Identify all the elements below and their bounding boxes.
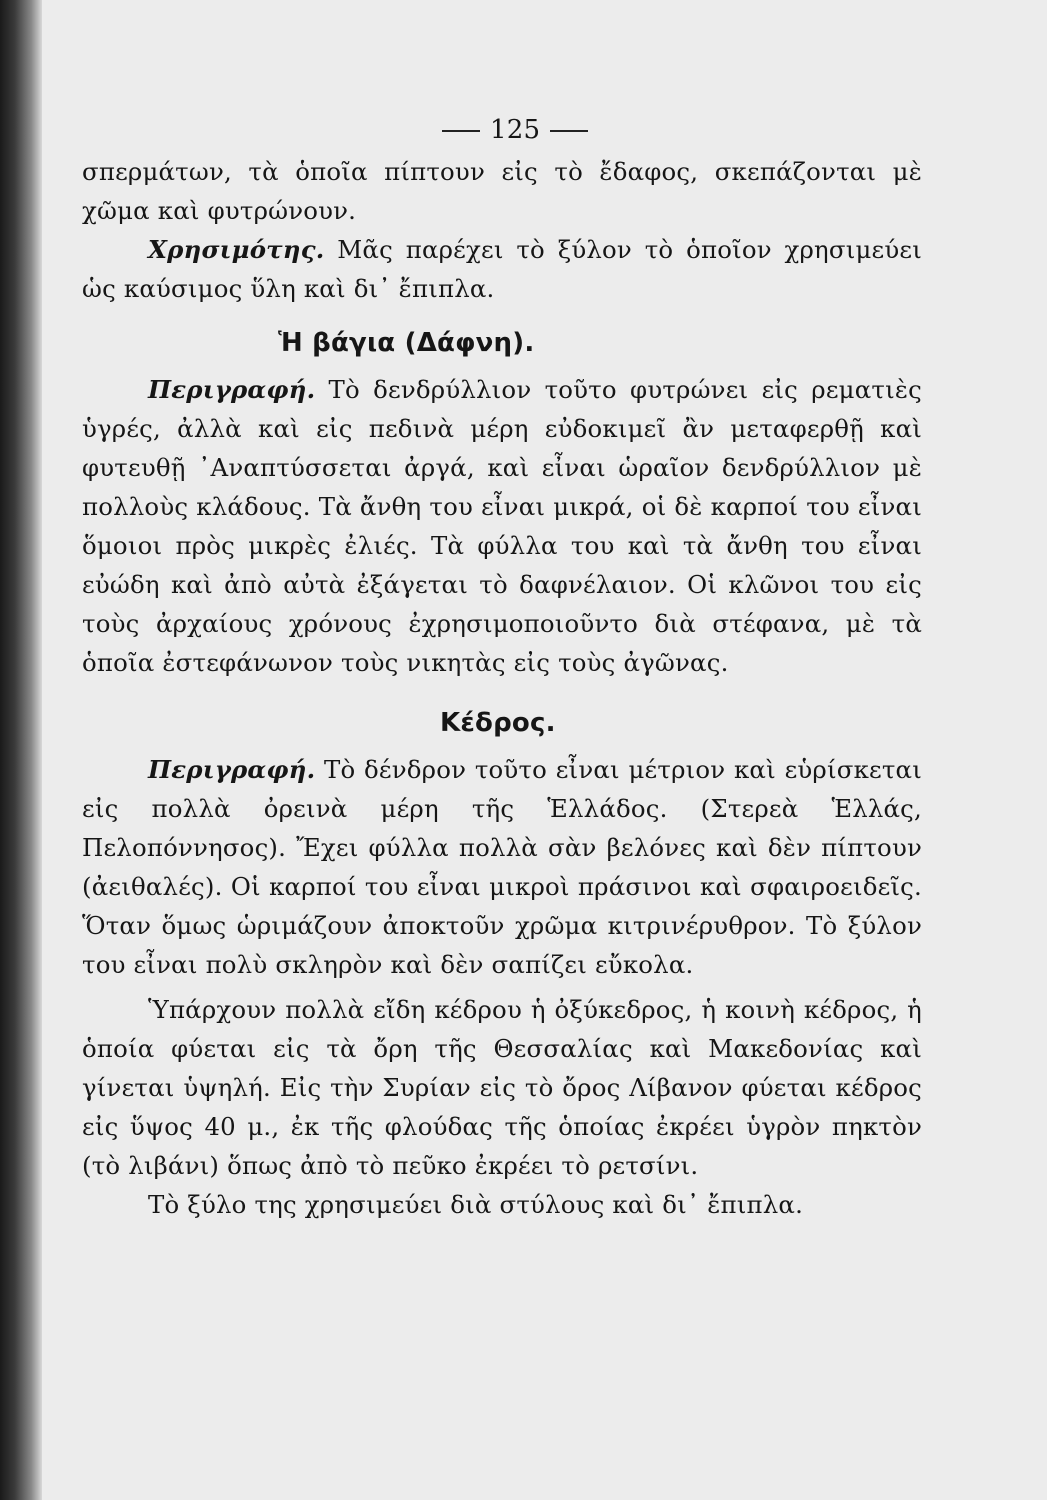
bagia-description-text: Τὸ δενδρύλλιον τοῦτο φυτρώνει εἰς ρεματιὲς ὑγρές, ἀλλὰ καὶ εἰς πεδινὰ μέρη εὐδοκιμεῖ ἂν μεταφερθῇ καὶ φυτευθῇ ᾿Αναπτύσσεται ἀργά, καὶ εἶναι ὡραῖον δενδρύλλιον μὲ πολλοὺς κλάδους. Τὰ ἄνθη του εἶναι μικρά, οἱ δὲ καρποί του εἶναι ὅμοιοι πρὸς μικρὲς ἐλιές. Τὰ φύλλα του καὶ τὰ ἄνθη του εἶναι εὐώδη καὶ ἀπὸ αὐτὰ ἐξάγεται τὸ δαφνέλαιον. Οἱ κλῶνοι του εἰς τοὺς ἀρχαίους χρόνους ἐχρησιμοποιοῦντο διὰ στέφανα, μὲ τὰ ὁποῖα ἐστεφάνωνον τοὺς νικητὰς εἰς τοὺς ἀγῶνας. xyxy=(82,375,922,677)
heading-kedros: Κέδρος. xyxy=(440,708,556,738)
kedros-description-text: Τὸ δένδρον τοῦτο εἶναι μέτριον καὶ εὑρίσκεται εἰς πολλὰ ὀρεινὰ μέρη τῆς Ἑλλάδος. (Στερεὰ Ἑλλάς, Πελοπόννησος). Ἔχει φύλλα πολλὰ σὰν βελόνες καὶ δὲν πίπτουν (ἀειθαλές). Οἱ καρποί του εἶναι μικροὶ πράσινοι καὶ σφαιροειδεῖς. Ὅταν ὅμως ὡριμάζουν ἀποκτοῦν χρῶμα κιτρινέρυθρον. Τὸ ξύλον του εἶναι πολὺ σκληρὸν καὶ δὲν σαπίζει εὔκολα. xyxy=(82,755,922,979)
usefulness-text: Μᾶς παρέχει τὸ ξύλον τὸ ὁποῖον χρησιμεύει ὡς καύσιμος ὕλη καὶ δι᾿ ἔπιπλα. xyxy=(82,235,922,303)
paragraph-kedros-wood: Τὸ ξύλο της χρησιμεύει διὰ στύλους καὶ δι᾿ ἔπιπλα. xyxy=(148,1190,804,1219)
usefulness-label: Χρησιμότης. xyxy=(148,235,325,264)
paragraph-usefulness xyxy=(82,230,922,308)
paragraph-seeds: σπερμάτων, τὰ ὁποῖα πίπτουν εἰς τὸ ἔδαφος, σκεπάζονται μὲ χῶμα καὶ φυτρώνουν. xyxy=(82,157,922,225)
kedros-description-label: Περιγραφή. xyxy=(148,755,316,784)
dash-left xyxy=(442,130,480,132)
heading-bagia: Ἡ βάγια (Δάφνη). xyxy=(278,328,535,358)
paragraph-kedros-description xyxy=(82,750,922,984)
page-number xyxy=(82,108,922,152)
bagia-description-label: Περιγραφή. xyxy=(148,375,316,404)
page-number-value: 125 xyxy=(490,115,541,145)
paragraph-kedros-species: Ὑπάρχουν πολλὰ εἴδη κέδρου ἡ ὀξύκεδρος, ἡ κοινὴ κέδρος, ἡ ὁποία φύεται εἰς τὰ ὄρη τῆς Θεσσαλίας καὶ Μακεδονίας καὶ γίνεται ὑψηλή. Εἰς τὴν Συρίαν εἰς τὸ ὄρος Λίβανον φύεται κέδρος εἰς ὕψος 40 μ., ἐκ τῆς φλούδας τῆς ὁποίας ἐκρέει ὑγρὸν πηκτὸν (τὸ λιβάνι) ὅπως ἀπὸ τὸ πεῦκο ἐκρέει τὸ ρετσίνι. xyxy=(82,995,922,1180)
paragraph-bagia-description xyxy=(82,370,922,682)
page-content xyxy=(82,108,922,1224)
dash-right xyxy=(550,130,588,132)
book-binding-shadow xyxy=(0,0,42,1500)
